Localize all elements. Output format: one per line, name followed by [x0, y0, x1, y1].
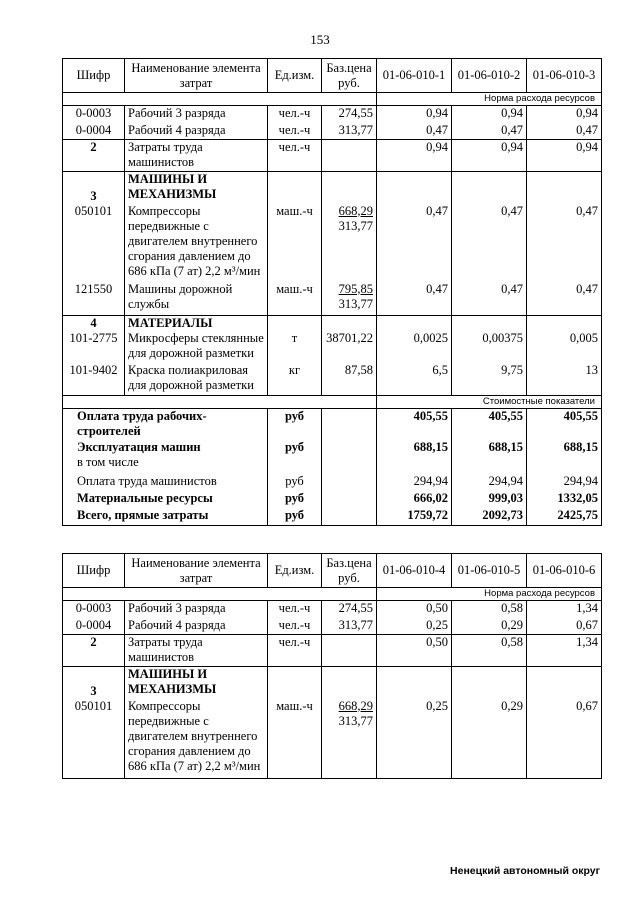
row-value: 0,94 [377, 106, 452, 123]
row-value: 0,47 [527, 282, 602, 316]
cost-value: 294,94 [377, 474, 452, 491]
row-unit: т [268, 331, 322, 363]
cost-unit: руб [268, 491, 322, 508]
cost-row [63, 440, 602, 474]
header-code: Шифр [63, 554, 125, 588]
row-price: 87,58 [322, 363, 377, 395]
cost-row [63, 408, 602, 440]
header-col-6: 01-06-010-6 [527, 554, 602, 588]
cost-value: 2425,75 [527, 508, 602, 525]
row-unit: чел.-ч [268, 140, 322, 172]
row-price: 38701,22 [322, 331, 377, 363]
row-code: 121550 [63, 282, 125, 316]
row-value: 0,47 [452, 204, 527, 282]
table-row [63, 282, 602, 316]
row-value: 0,00375 [452, 331, 527, 363]
row-unit: чел.-ч [268, 106, 322, 123]
header-col-4: 01-06-010-4 [377, 554, 452, 588]
row-value: 0,50 [377, 601, 452, 618]
cost-value: 405,55 [527, 408, 602, 440]
row-value: 0,47 [377, 282, 452, 316]
row-name: Компрессоры передвижные с двигателем внутреннего сгорания давлением до 686 кПа (7 ат) 2,2 м³/мин [125, 204, 268, 282]
row-name: Рабочий 3 разряда [125, 106, 268, 123]
row-unit: маш.-ч [268, 699, 322, 779]
norm-label-row [63, 93, 602, 106]
cost-value: 405,55 [377, 408, 452, 440]
cost-value: 1332,05 [527, 491, 602, 508]
cost-unit: руб [268, 408, 322, 440]
row-unit: чел.-ч [268, 123, 322, 140]
row-unit: кг [268, 363, 322, 395]
cost-name: Оплата труда рабочих-строителей [63, 408, 268, 440]
price-current: 795,85 [338, 281, 373, 296]
price-current: 668,29 [338, 698, 373, 713]
row-value: 0,005 [527, 331, 602, 363]
cost-value: 688,15 [377, 440, 452, 474]
header-price: Баз.цена руб. [322, 554, 377, 588]
row-name: Компрессоры передвижные с двигателем внутреннего сгорания давлением до 686 кПа (7 ат) 2,2 м³/мин [125, 699, 268, 779]
price-current: 668,29 [338, 203, 373, 218]
row-name: Микросферы стеклянные для дорожной разметки [125, 331, 268, 363]
cost-name: Материальные ресурсы [63, 491, 268, 508]
row-unit: чел.-ч [268, 635, 322, 667]
cost-name: Оплата труда машинистов [63, 474, 268, 491]
row-price: 313,77 [322, 123, 377, 140]
row-value: 9,75 [452, 363, 527, 395]
row-value: 0,94 [527, 106, 602, 123]
cost-value: 1759,72 [377, 508, 452, 525]
section-code: 3 [63, 667, 125, 699]
header-col-3: 01-06-010-3 [527, 59, 602, 93]
row-value: 1,34 [527, 601, 602, 618]
row-value: 0,94 [452, 140, 527, 172]
table-header-row [63, 59, 602, 93]
header-col-1: 01-06-010-1 [377, 59, 452, 93]
cost-label: Стоимостные показатели [377, 395, 602, 408]
cost-value: 2092,73 [452, 508, 527, 525]
cost-name: Всего, прямые затраты [63, 508, 268, 525]
cost-row [63, 508, 602, 525]
header-unit: Ед.изм. [268, 59, 322, 93]
row-name: Рабочий 3 разряда [125, 601, 268, 618]
section-code: 3 [63, 172, 125, 204]
table-row [63, 618, 602, 635]
table-row [63, 204, 602, 282]
table-row [63, 601, 602, 618]
header-col-5: 01-06-010-5 [452, 554, 527, 588]
row-code: 101-2775 [63, 331, 125, 363]
price-base: 313,77 [338, 713, 373, 728]
row-unit: маш.-ч [268, 204, 322, 282]
row-name: Рабочий 4 разряда [125, 618, 268, 635]
section-code: 4 [63, 316, 125, 332]
row-code: 2 [63, 635, 125, 667]
row-code: 101-9402 [63, 363, 125, 395]
section-title: МАШИНЫ И МЕХАНИЗМЫ [125, 667, 268, 699]
row-value: 13 [527, 363, 602, 395]
row-code: 0-0003 [63, 106, 125, 123]
row-value: 0,29 [452, 699, 527, 779]
cost-value: 688,15 [452, 440, 527, 474]
row-price: 274,55 [322, 601, 377, 618]
cost-row [63, 491, 602, 508]
table-row [63, 635, 602, 667]
row-value: 0,47 [527, 123, 602, 140]
header-name: Наименование элемента затрат [125, 554, 268, 588]
cost-row [63, 474, 602, 491]
row-name: Рабочий 4 разряда [125, 123, 268, 140]
section-title: МАШИНЫ И МЕХАНИЗМЫ [125, 172, 268, 204]
row-value: 0,25 [377, 699, 452, 779]
page-number: 153 [310, 32, 330, 47]
norm-label: Норма расхода ресурсов [377, 93, 602, 106]
row-value: 0,47 [527, 204, 602, 282]
row-name: Затраты труда машинистов [125, 140, 268, 172]
row-value: 0,58 [452, 635, 527, 667]
row-value: 0,94 [452, 106, 527, 123]
row-value: 0,67 [527, 699, 602, 779]
row-name: Машины дорожной службы [125, 282, 268, 316]
row-unit: чел.-ч [268, 618, 322, 635]
row-name: Краска полиакриловая для дорожной разметки [125, 363, 268, 395]
row-value: 0,58 [452, 601, 527, 618]
row-code: 0-0004 [63, 618, 125, 635]
row-value: 0,0025 [377, 331, 452, 363]
cost-value: 999,03 [452, 491, 527, 508]
cost-value: 666,02 [377, 491, 452, 508]
cost-unit: руб [268, 440, 322, 474]
row-code: 0-0003 [63, 601, 125, 618]
price-base: 313,77 [338, 218, 373, 233]
row-value: 0,47 [377, 204, 452, 282]
row-value: 1,34 [527, 635, 602, 667]
section-row [63, 172, 602, 204]
price-base: 313,77 [338, 296, 373, 311]
row-value: 0,94 [377, 140, 452, 172]
table-header-row [63, 554, 602, 588]
header-code: Шифр [63, 59, 125, 93]
row-unit: маш.-ч [268, 282, 322, 316]
norm-label: Норма расхода ресурсов [377, 588, 602, 601]
row-value: 0,47 [377, 123, 452, 140]
row-value: 0,47 [452, 282, 527, 316]
row-name: Затраты труда машинистов [125, 635, 268, 667]
row-value: 0,25 [377, 618, 452, 635]
row-value: 0,67 [527, 618, 602, 635]
row-price [322, 635, 377, 667]
table-row [63, 106, 602, 123]
row-value: 0,50 [377, 635, 452, 667]
table-row [63, 363, 602, 395]
header-price: Баз.цена руб. [322, 59, 377, 93]
section-row [63, 667, 602, 699]
cost-unit: руб [268, 508, 322, 525]
row-price: 274,55 [322, 106, 377, 123]
row-price [322, 140, 377, 172]
cost-value: 688,15 [527, 440, 602, 474]
row-value: 0,94 [527, 140, 602, 172]
cost-value: 294,94 [452, 474, 527, 491]
row-code: 0-0004 [63, 123, 125, 140]
cost-unit: руб [268, 474, 322, 491]
row-value: 0,29 [452, 618, 527, 635]
row-value: 6,5 [377, 363, 452, 395]
header-unit: Ед.изм. [268, 554, 322, 588]
row-value: 0,47 [452, 123, 527, 140]
norm-label-row [63, 588, 602, 601]
cost-value: 294,94 [527, 474, 602, 491]
cost-value: 405,55 [452, 408, 527, 440]
resource-table-2 [62, 553, 602, 779]
row-code: 050101 [63, 699, 125, 779]
row-price: 313,77 [322, 618, 377, 635]
cost-subnote: в том числе [77, 455, 139, 469]
header-col-2: 01-06-010-2 [452, 59, 527, 93]
resource-table-1 [62, 58, 602, 526]
section-row [63, 316, 602, 332]
header-name: Наименование элемента затрат [125, 59, 268, 93]
table-row [63, 699, 602, 779]
row-code: 050101 [63, 204, 125, 282]
cost-name: Эксплуатация машин [77, 440, 201, 454]
table-row [63, 140, 602, 172]
table-row [63, 123, 602, 140]
region-footer: Ненецкий автономный округ [450, 865, 600, 877]
row-unit: чел.-ч [268, 601, 322, 618]
row-code: 2 [63, 140, 125, 172]
table-row [63, 331, 602, 363]
section-title: МАТЕРИАЛЫ [125, 316, 268, 332]
cost-label-row [63, 395, 602, 408]
